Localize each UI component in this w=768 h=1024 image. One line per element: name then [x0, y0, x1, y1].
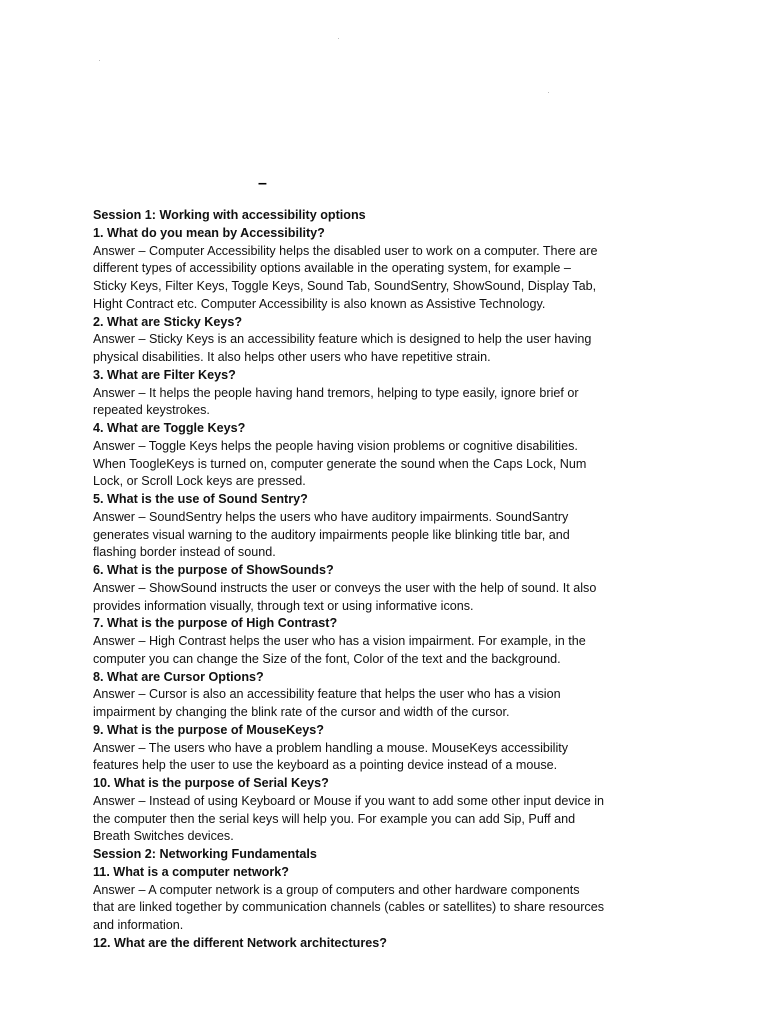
answer-text-line: Answer – High Contrast helps the user who has a vision impairment. For example, in the — [93, 634, 586, 648]
question-heading: Session 1: Working with accessibility options — [93, 208, 366, 222]
question-heading: 4. What are Toggle Keys? — [93, 421, 246, 435]
answer-text-line: physical disabilities. It also helps other users who have repetitive strain. — [93, 350, 491, 364]
answer-text-line: Sticky Keys, Filter Keys, Toggle Keys, Sound Tab, SoundSentry, ShowSound, Display Tab, — [93, 279, 597, 293]
scan-speck — [99, 60, 100, 61]
answer-text-line: repeated keystrokes. — [93, 403, 210, 418]
question-heading: 8. What are Cursor Options? — [93, 669, 264, 684]
answer-text-line: When ToogleKeys is turned on, computer generate the sound when the Caps Lock, Num — [93, 456, 587, 471]
answer-text-line: Answer – Toggle Keys helps the people having vision problems or cognitive disabilities. — [93, 438, 578, 453]
answer-text-line: Answer – Computer Accessibility helps the disabled user to work on a computer. There are — [93, 243, 598, 258]
question-heading: 7. What is the purpose of High Contrast? — [93, 616, 338, 631]
question-heading: 9. What is the purpose of MouseKeys? — [93, 722, 324, 737]
answer-text-line: Answer – ShowSound instructs the user or conveys the user with the help of sound. It also — [93, 580, 597, 595]
answer-text-line: Breath Switches devices. — [93, 829, 234, 844]
answer-text-line: flashing border instead of sound. — [93, 545, 276, 560]
document-body — [93, 207, 683, 953]
answer-text-line: the computer then the serial keys will help you. For example you can add Sip, Puff and — [93, 811, 576, 826]
answer-text-line: generates visual warning to the auditory impairments people like blinking title bar, and — [93, 527, 570, 542]
scan-speck — [548, 92, 549, 93]
answer-text-line: Answer – SoundSentry helps the users who have auditory impairments. SoundSantry — [93, 509, 569, 524]
header-dash: – — [258, 175, 267, 192]
question-heading: Session 2: Networking Fundamentals — [93, 847, 317, 861]
answer-text-line: different types of accessibility options available in the operating system, for example – — [93, 261, 571, 276]
answer-text-line: and information. — [93, 918, 184, 932]
scan-speck — [338, 38, 339, 39]
question-heading: 11. What is a computer network? — [93, 864, 289, 879]
answer-text-line: that are linked together by communication channels (cables or satellites) to share resources — [93, 900, 605, 915]
question-heading: 5. What is the use of Sound Sentry? — [93, 492, 308, 506]
question-heading: 2. What are Sticky Keys? — [93, 314, 243, 329]
answer-text-line: Answer – A computer network is a group of computers and other hardware components — [93, 882, 580, 897]
answer-text-line: Lock, or Scroll Lock keys are pressed. — [93, 474, 306, 489]
question-heading: 6. What is the purpose of ShowSounds? — [93, 563, 334, 577]
question-heading: 10. What is the purpose of Serial Keys? — [93, 776, 329, 790]
answer-text-line: features help the user to use the keyboard as a pointing device instead of a mouse. — [93, 758, 558, 773]
question-heading: 1. What do you mean by Accessibility? — [93, 225, 325, 240]
answer-text-line: Answer – The users who have a problem handling a mouse. MouseKeys accessibility — [93, 740, 569, 755]
answer-text-line: provides information visually, through text or using informative icons. — [93, 598, 474, 613]
answer-text-line: Answer – Sticky Keys is an accessibility feature which is designed to help the user having — [93, 332, 592, 347]
answer-text-line: Answer – Instead of using Keyboard or Mouse if you want to add some other input device in — [93, 793, 605, 808]
question-heading: 3. What are Filter Keys? — [93, 367, 236, 382]
answer-text-line: impairment by changing the blink rate of the cursor and width of the cursor. — [93, 705, 510, 719]
question-heading: 12. What are the different Network architectures? — [93, 935, 387, 950]
answer-text-line: Answer – Cursor is also an accessibility feature that helps the user who has a vision — [93, 687, 561, 702]
answer-text-line: Answer – It helps the people having hand tremors, helping to type easily, ignore brief or — [93, 385, 579, 400]
answer-text-line: Hight Contract etc. Computer Accessibility is also known as Assistive Technology. — [93, 296, 546, 311]
answer-text-line: computer you can change the Size of the font, Color of the text and the background. — [93, 651, 561, 666]
